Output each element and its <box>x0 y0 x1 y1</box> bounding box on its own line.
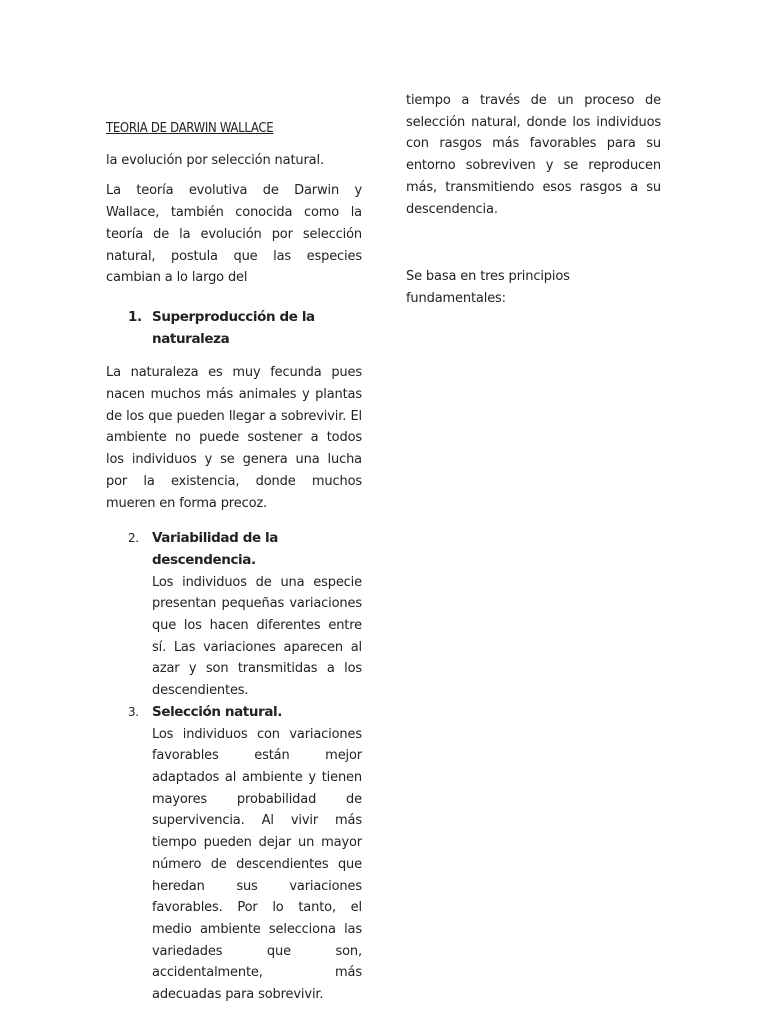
principle-3-number: 3. <box>128 704 139 719</box>
principle-3-body: Los individuos con variaciones favorables están mejor adaptados al ambiente y tienen mayores probabilidad de supervivencia. Al vivir más tiempo pueden dejar un mayor número de descendientes que heredan sus variaciones favorables. Por lo tanto, el medio ambiente selecciona las variedades que son, accidentalmente, más adecuadas para sobrevivir. <box>152 726 362 1003</box>
principle-2 <box>106 528 362 702</box>
principle-2-title: Variabilidad de la descendencia. <box>152 530 278 568</box>
principle-2-body: Los individuos de una especie presentan pequeñas variaciones que los hacen diferentes entre sí. Las variaciones aparecen al azar y son transmitidas a los descendientes. <box>152 574 362 699</box>
principle-3 <box>106 702 362 1006</box>
principle-3-heading <box>128 702 362 724</box>
document-title: TEORIA DE DARWIN WALLACE <box>106 121 274 136</box>
principle-1-body: La naturaleza es muy fecunda pues nacen muchos más animales y plantas de los que pueden llegar a sobrevivir. El ambiente no puede sostener a todos los individuos y se genera una lucha por la existencia, donde muchos mueren en forma precoz. <box>106 365 362 511</box>
intro-paragraph-continued: tiempo a través de un proceso de selección natural, donde los individuos con rasgos más favorables para su entorno sobreviven y se reproducen más, transmitiendo esos rasgos a su descendencia. <box>406 93 661 217</box>
principle-1-number: 1. <box>128 308 142 325</box>
right-column <box>406 90 661 310</box>
intro-paragraph-start: La teoría evolutiva de Darwin y Wallace, también conocida como la teoría de la evolución por selección natural, postula que las especies cambian a lo largo del <box>106 183 362 286</box>
principles-intro: Se basa en tres principios fundamentales: <box>406 269 570 306</box>
principle-3-title: Selección natural. <box>152 703 282 720</box>
document-subtitle: la evolución por selección natural. <box>106 152 324 168</box>
principle-1-heading <box>106 307 362 350</box>
principle-1-title: Superproducción de la naturaleza <box>152 308 315 347</box>
left-column <box>106 118 362 1006</box>
principle-2-number: 2. <box>128 531 139 546</box>
principle-2-heading <box>128 528 362 571</box>
